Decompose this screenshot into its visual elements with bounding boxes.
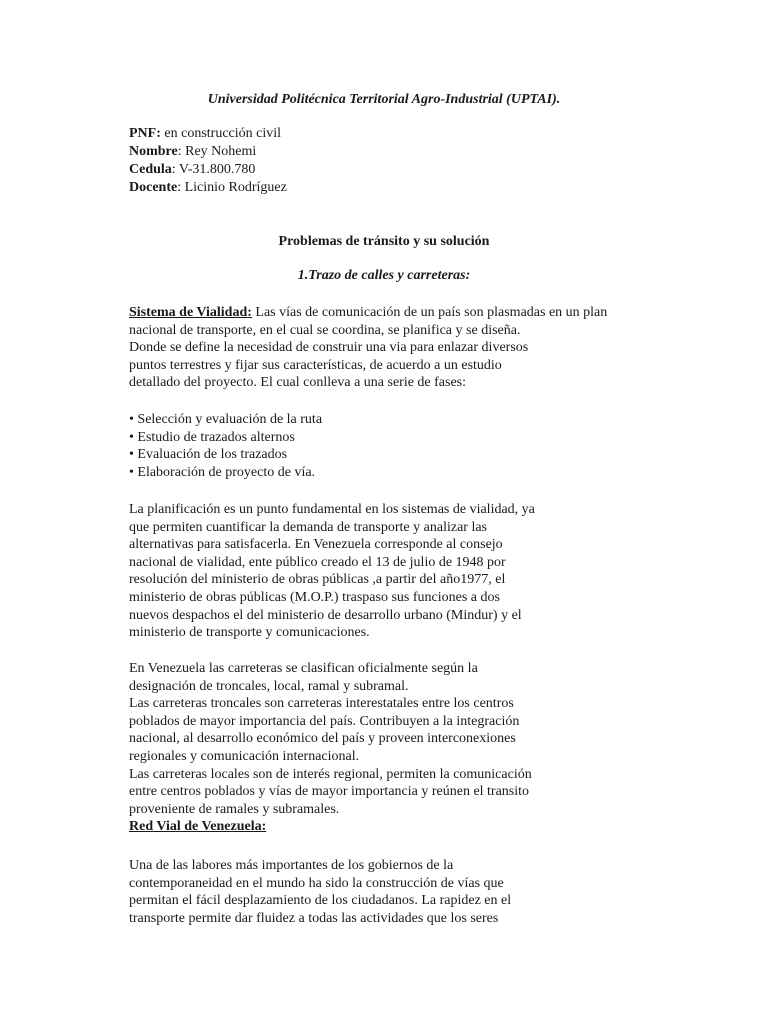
paragraph-line: entre centros poblados y vías de mayor importancia y reúnen el transito (129, 784, 530, 800)
paragraph-red-vial (129, 857, 659, 927)
paragraph-line: alternativas para satisfacerla. En Venezuela corresponde al consejo (129, 537, 503, 553)
section-title: Problemas de tránsito y su solución (278, 234, 490, 249)
paragraph-line: contemporaneidad en el mundo ha sido la construcción de vías que (129, 875, 504, 891)
university-title: Universidad Politécnica Territorial Agro-Industrial (UPTAI). (207, 92, 561, 107)
paragraph-text: Las vías de comunicación de un país son plasmadas en un plan (251, 305, 608, 320)
nombre-label: Nombre (129, 144, 178, 159)
cedula-value: : V-31.800.780 (171, 162, 256, 177)
paragraph-line: resolución del ministerio de obras públicas ,a partir del año1977, el (129, 572, 506, 588)
docente-value: : Licinio Rodríguez (177, 180, 287, 195)
red-vial-heading: Red Vial de Venezuela: (129, 819, 267, 835)
paragraph-line: La planificación es un punto fundamental en los sistemas de vialidad, ya (129, 502, 535, 517)
list-item: • Elaboración de proyecto de vía. (129, 464, 316, 480)
paragraph-line: transporte permite dar fluidez a todas las actividades que los seres (129, 910, 499, 926)
paragraph-line: designación de troncales, local, ramal y subramal. (129, 678, 409, 694)
pnf-value: en construcción civil (160, 126, 282, 141)
paragraph-line (129, 818, 659, 836)
paragraph-planificacion (129, 501, 659, 642)
paragraph-line: nacional, al desarrollo económico del país y proveen interconexiones (129, 731, 516, 747)
paragraph-line: Las carreteras troncales son carreteras interestatales entre los centros (129, 696, 514, 712)
paragraph-line: detallado del proyecto. El cual conlleva a una serie de fases: (129, 375, 467, 391)
cedula-label: Cedula (129, 162, 172, 177)
nombre-value: : Rey Nohemi (177, 144, 257, 159)
paragraph-line: nacional de vialidad, ente público creado el 13 de julio de 1948 por (129, 554, 506, 570)
section-subtitle: 1.Trazo de calles y carreteras: (297, 268, 471, 283)
list-item: • Selección y evaluación de la ruta (129, 412, 323, 427)
docente-label: Docente (129, 180, 178, 195)
pnf-label: PNF: (129, 126, 161, 141)
paragraph-line: Donde se define la necesidad de construir una via para enlazar diversos (129, 340, 529, 356)
docente-line (129, 179, 287, 197)
paragraph-sistema-vialidad (129, 304, 659, 392)
paragraph-line: regionales y comunicación internacional. (129, 748, 360, 764)
paragraph-line: ministerio de obras públicas (M.O.P.) traspaso sus funciones a dos (129, 589, 500, 605)
paragraph-line: permitan el fácil desplazamiento de los ciudadanos. La rapidez en el (129, 893, 512, 909)
paragraph-line: que permiten cuantificar la demanda de transporte y analizar las (129, 519, 487, 535)
phases-list (129, 411, 659, 481)
paragraph-clasificacion (129, 660, 659, 836)
paragraph-line: proveniente de ramales y subramales. (129, 801, 340, 817)
paragraph-line: Las carreteras locales son de interés regional, permiten la comunicación (129, 766, 532, 782)
student-info-block (129, 125, 287, 197)
paragraph-line (129, 304, 659, 322)
paragraph-line: Una de las labores más importantes de los gobiernos de la (129, 858, 454, 873)
paragraph-line: puntos terrestres y fijar sus características, de acuerdo a un estudio (129, 357, 502, 373)
list-item: • Evaluación de los trazados (129, 447, 288, 463)
paragraph-line: nuevos despachos el del ministerio de desarrollo urbano (Mindur) y el (129, 607, 522, 623)
cedula-line (129, 161, 287, 179)
nombre-line (129, 143, 287, 161)
paragraph-line: poblados de mayor importancia del país. Contribuyen a la integración (129, 713, 520, 729)
pnf-line (129, 125, 287, 143)
paragraph-line: En Venezuela las carreteras se clasifican oficialmente según la (129, 661, 478, 676)
paragraph-line: nacional de transporte, en el cual se coordina, se planifica y se diseña. (129, 322, 521, 338)
paragraph-line: ministerio de transporte y comunicaciones. (129, 625, 370, 641)
sistema-vialidad-heading: Sistema de Vialidad: (129, 305, 252, 320)
list-item: • Estudio de trazados alternos (129, 429, 295, 445)
